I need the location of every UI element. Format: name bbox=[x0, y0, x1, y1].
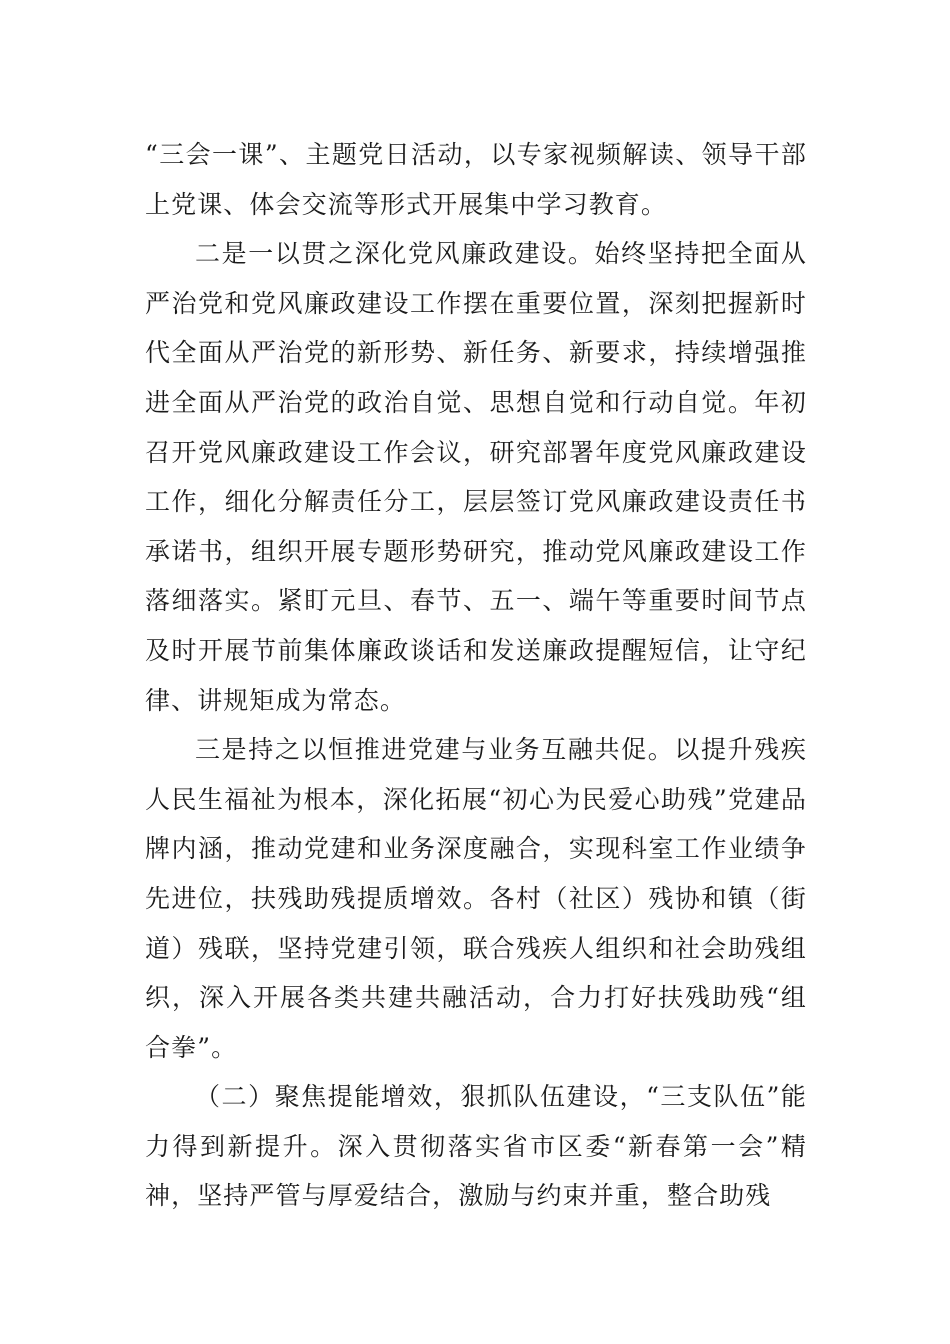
document-body bbox=[145, 130, 807, 1221]
paragraph-party-conduct: 二是一以贯之深化党风廉政建设。始终坚持把全面从严治党和党风廉政建设工作摆在重要位置，深刻把握新时代全面从严治党的新形势、新任务、新要求，持续增强推进全面从严治党的政治自觉、思想自觉和行动自觉。年初召开党风廉政建设工作会议，研究部署年度党风廉政建设工作，细化分解责任分工，层层签订党风廉政建设责任书承诺书，组织开展专题形势研究，推动党风廉政建设工作落细落实。紧盯元旦、春节、五一、端午等重要时间节点及时开展节前集体廉政谈话和发送廉政提醒短信，让守纪律、讲规矩成为常态。 bbox=[145, 239, 807, 715]
paragraph-party-business-integration: 三是持之以恒推进党建与业务互融共促。以提升残疾人民生福祉为根本，深化拓展“初心为民爱心助残”党建品牌内涵，推动党建和业务深度融合，实现科室工作业绩争先进位，扶残助残提质增效。各村（社区）残协和镇（街道）残联，坚持党建引领，联合残疾人组织和社会助残组织，深入开展各类共建共融活动，合力打好扶残助残“组合拳”。 bbox=[145, 735, 807, 1062]
paragraph-team-building: （二）聚焦提能增效，狠抓队伍建设，“三支队伍”能力得到新提升。深入贯彻落实省市区委“新春第一会”精神，坚持严管与厚爱结合，激励与约束并重，整合助残 bbox=[145, 1082, 807, 1211]
paragraph-continuation: “三会一课”、主题党日活动，以专家视频解读、领导干部上党课、体会交流等形式开展集中学习教育。 bbox=[145, 140, 807, 219]
